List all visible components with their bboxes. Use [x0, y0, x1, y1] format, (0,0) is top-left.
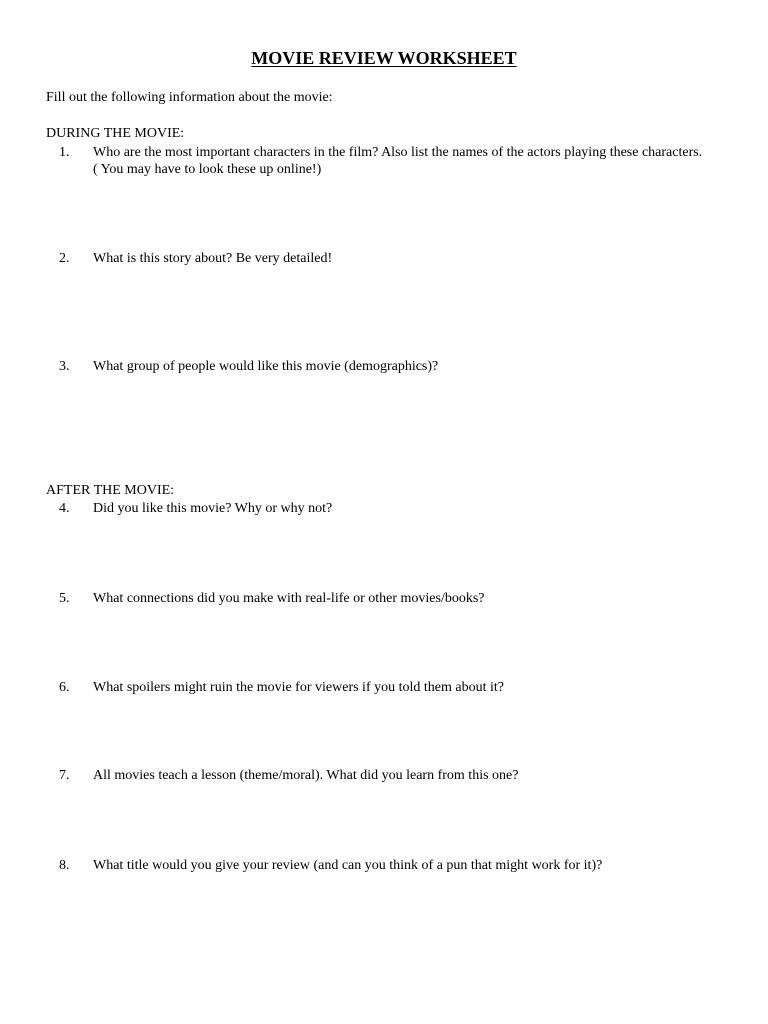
question-number: 6. — [59, 680, 70, 695]
question-item-4 — [46, 500, 706, 517]
section-heading-during: DURING THE MOVIE: — [46, 126, 185, 141]
section-heading-after: AFTER THE MOVIE: — [46, 483, 175, 498]
question-item-5 — [46, 590, 706, 607]
question-number: 5. — [59, 591, 70, 606]
question-item-2 — [46, 250, 706, 267]
question-text: What spoilers might ruin the movie for viewers if you told them about it? — [93, 680, 504, 695]
question-text: Did you like this movie? Why or why not? — [93, 501, 333, 516]
question-item-1 — [46, 144, 706, 178]
question-text: What title would you give your review (and can you think of a pun that might work for it)? — [93, 858, 603, 873]
question-item-6 — [46, 679, 706, 696]
question-text: What connections did you make with real-life or other movies/books? — [93, 591, 485, 606]
question-text: What is this story about? Be very detailed! — [93, 251, 333, 266]
question-item-8 — [46, 857, 706, 874]
question-number: 3. — [59, 359, 70, 374]
question-number: 1. — [59, 145, 70, 160]
question-number: 8. — [59, 858, 70, 873]
page-title: MOVIE REVIEW WORKSHEET — [251, 48, 517, 68]
question-number: 7. — [59, 768, 70, 783]
question-item-3 — [46, 358, 706, 375]
question-text: All movies teach a lesson (theme/moral). What did you learn from this one? — [93, 768, 519, 783]
question-number: 4. — [59, 501, 70, 516]
question-number: 2. — [59, 251, 70, 266]
question-text: What group of people would like this movie (demographics)? — [93, 359, 439, 374]
question-text: Who are the most important characters in the film? Also list the names of the actors playing these characters. ( You may have to look these up online!) — [93, 145, 703, 177]
question-item-7 — [46, 767, 706, 784]
intro-text: Fill out the following information about the movie: — [46, 90, 333, 105]
